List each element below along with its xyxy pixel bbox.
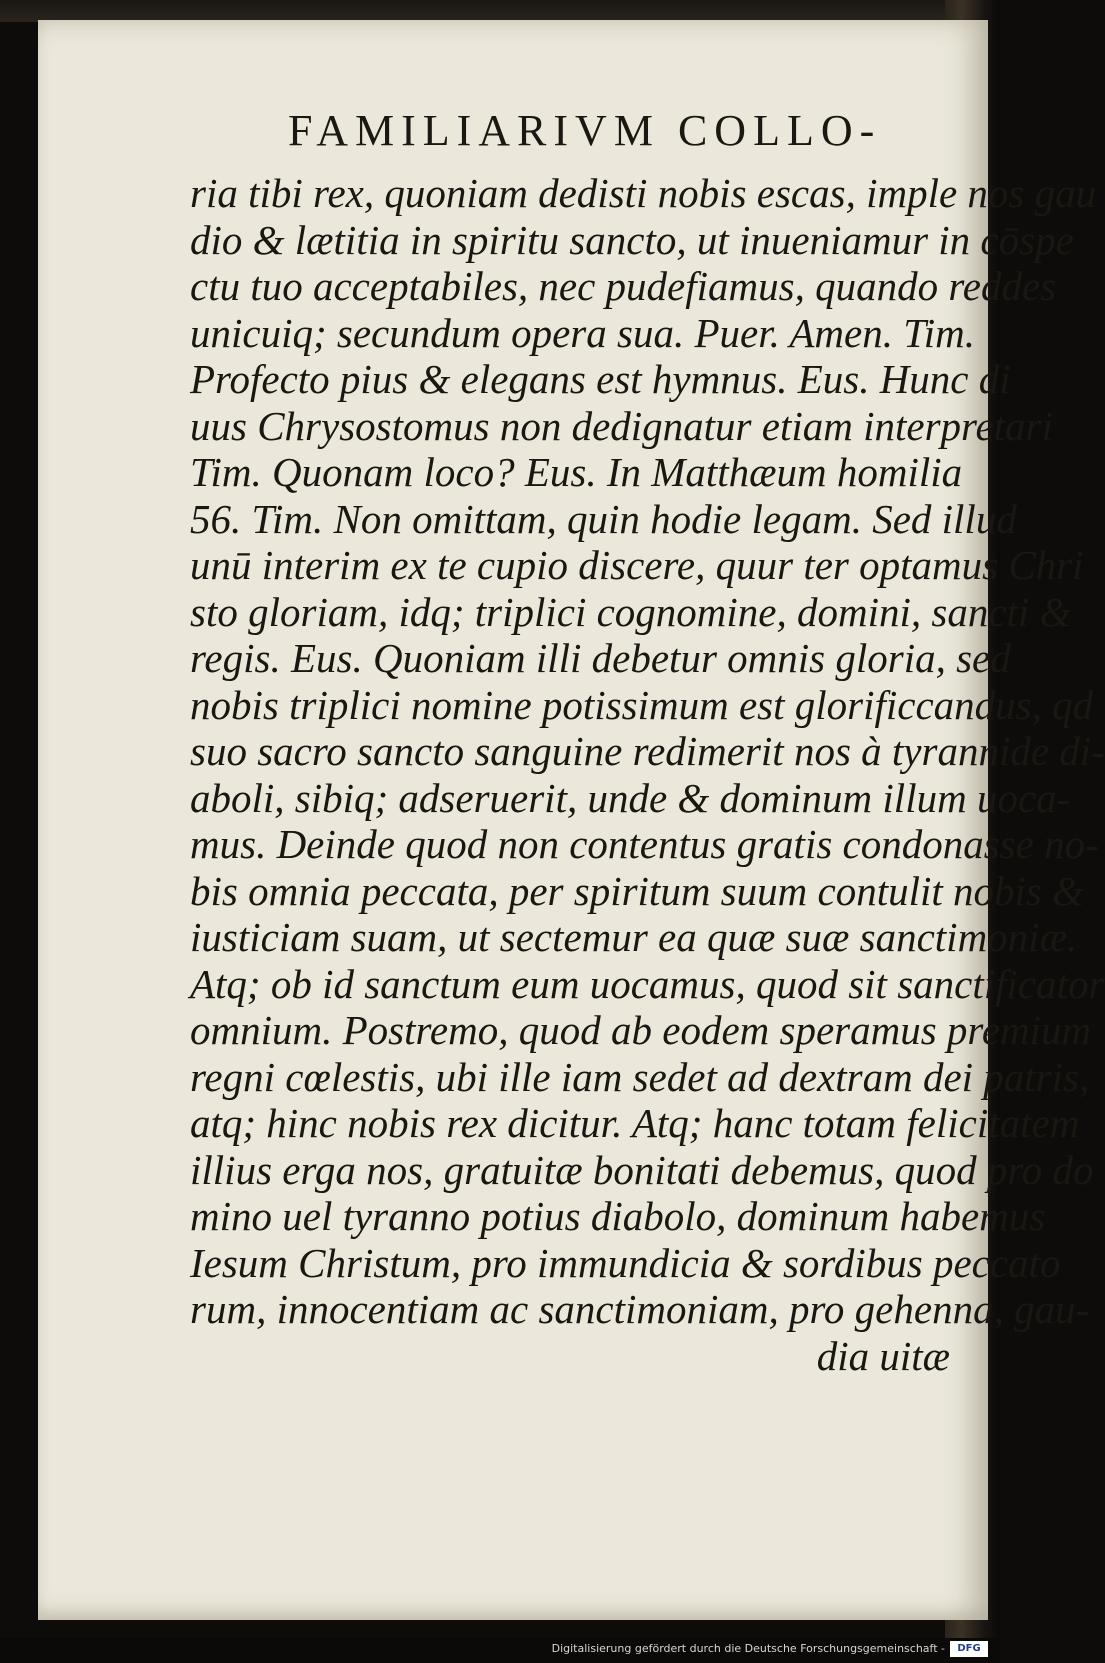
text-line: 56. Tim. Non omittam, quin hodie legam. Sed illud — [190, 495, 1017, 542]
text-line: regis. Eus. Quoniam illi debetur omnis gloria, sed — [190, 635, 1011, 681]
catchword-line: dia uitæ — [816, 1332, 950, 1379]
text-line: nobis triplici nomine potissimum est glorificcandus, qd — [190, 681, 1094, 728]
text-line: Profecto pius & elegans est hymnus. Eus. Hunc di — [190, 356, 1011, 402]
text-line: Iesum Christum, pro immundicia & sordibus peccato — [190, 1239, 1061, 1286]
text-line: mino uel tyranno potius diabolo, dominum habemus — [190, 1193, 1046, 1239]
text-line: illius erga nos, gratuitæ bonitati debemus, quod pro do — [190, 1146, 1094, 1193]
book-page — [38, 20, 1105, 1620]
text-line: bis omnia peccata, per spiritum suum contulit nobis & — [190, 867, 1084, 914]
text-line: Tim. Quonam loco? Eus. In Matthæum homilia — [190, 449, 963, 495]
text-line: mus. Deinde quod non contentus gratis condonasse no‑ — [190, 821, 1099, 867]
text-line: rum, innocentiam ac sanctimoniam, pro gehenna, gau‑ — [190, 1286, 1090, 1332]
scan-top-edge — [0, 0, 1000, 22]
text-line: uus Chrysostomus non dedignatur etiam interpretari — [190, 402, 1053, 449]
text-line: omnium. Postremo, quod ab eodem speramus premium — [190, 1007, 1092, 1053]
text-line: unū interim ex te cupio discere, quur ter optamus Chri — [190, 542, 1084, 588]
funding-credit: Digitalisierung gefördert durch die Deutsche Forschungsgemeinschaft - — [551, 1642, 945, 1655]
text-line: unicuiq; secundum opera sua. Puer. Amen. Tim. — [190, 309, 976, 356]
text-line: suo sacro sancto sanguine redimerit nos à tyrannide di‑ — [190, 728, 1105, 774]
digitization-footer — [0, 1638, 1000, 1663]
text-line: dio & lætitia in spiritu sancto, ut inueniamur in cōspe — [190, 216, 1074, 263]
dfg-logo: DFG — [950, 1641, 988, 1657]
running-head: FAMILIARIVM COLLO‑ — [288, 106, 882, 155]
text-line: ria tibi rex, quoniam dedisti nobis escas, imple nos gau — [190, 170, 1097, 216]
text-line: atq; hinc nobis rex dicitur. Atq; hanc totam felicitatem — [190, 1100, 1080, 1146]
text-line: iusticiam suam, ut sectemur ea quæ suæ sanctimoniæ. — [190, 914, 1078, 960]
body-text — [190, 170, 1105, 1379]
text-line: regni cœlestis, ubi ille iam sedet ad dextram dei patris, — [190, 1053, 1090, 1100]
text-line: Atq; ob id sanctum eum uocamus, quod sit sanctificator — [190, 960, 1105, 1007]
text-line: sto gloriam, idq; triplici cognomine, domini, sancti & — [190, 588, 1072, 635]
text-line: aboli, sibiq; adseruerit, unde & dominum illum uoca‑ — [190, 774, 1071, 821]
text-line: ctu tuo acceptabiles, nec pudefiamus, quando reddes — [190, 263, 1057, 309]
